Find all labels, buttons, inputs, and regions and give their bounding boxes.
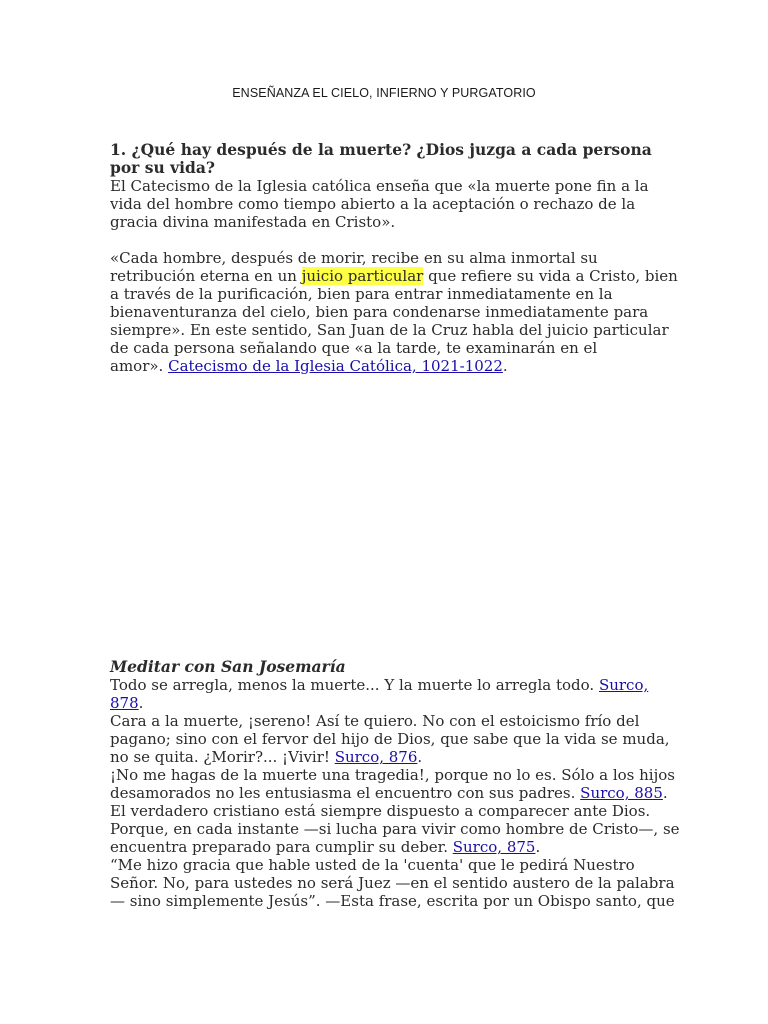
text-run: encuentra preparado para cumplir su deber. <box>110 838 453 856</box>
paragraph-line: siempre». En este sentido, San Juan de la Cruz habla del juicio particular <box>110 321 669 339</box>
surco-875-link[interactable]: Surco, 875 <box>452 838 536 856</box>
paragraph-line: gracia divina manifestada en Cristo». <box>110 213 396 231</box>
text-run: amor». <box>110 357 169 375</box>
section-heading-line: por su vida? <box>110 158 215 177</box>
paragraph-line <box>110 267 678 285</box>
paragraph-line: Señor. No, para ustedes no será Juez —en el sentido austero de la palabra <box>110 874 675 892</box>
paragraph-line: «Cada hombre, después de morir, recibe en su alma inmortal su <box>110 249 598 267</box>
text-run: desamorados no les entusiasma el encuentro con sus padres. <box>110 784 581 802</box>
paragraph-line <box>110 748 670 766</box>
text-run: . <box>662 784 668 802</box>
paragraph-line: de cada persona señalando que «a la tarde, te examinarán en el <box>110 339 598 357</box>
section-meditar <box>110 657 680 910</box>
paragraph-line <box>110 838 670 856</box>
paragraph-line <box>110 676 670 694</box>
highlighted-term: juicio particular <box>301 267 424 285</box>
text-run: . <box>535 838 541 856</box>
surco-885-link[interactable]: Surco, 885 <box>580 784 663 802</box>
paragraph-line: bienaventuranza del cielo, bien para condenarse inmediatamente para <box>110 303 649 321</box>
text-run: retribución eterna en un <box>110 267 302 285</box>
paragraph-line: — sino simplemente Jesús”. —Esta frase, escrita por un Obispo santo, que <box>110 892 675 910</box>
paragraph-line: “Me hizo gracia que hable usted de la 'cuenta' que le pedirá Nuestro <box>110 856 635 874</box>
surco-876-link[interactable]: Surco, 876 <box>334 748 418 766</box>
paragraph-line: El verdadero cristiano está siempre dispuesto a comparecer ante Dios. <box>110 802 651 820</box>
text-run: . <box>138 694 144 712</box>
section-death-judgment <box>110 140 678 375</box>
text-run: . <box>502 357 508 375</box>
paragraph-line: Cara a la muerte, ¡sereno! Así te quiero. No con el estoicismo frío del <box>110 712 640 730</box>
paragraph-line: vida del hombre como tiempo abierto a la aceptación o rechazo de la <box>110 195 636 213</box>
section-heading: Meditar con San Josemaría <box>110 657 346 676</box>
paragraph-line <box>110 694 670 712</box>
paragraph-line: Porque, en cada instante —si lucha para vivir como hombre de Cristo—, se <box>110 820 680 838</box>
text-run: que refiere su vida a Cristo, bien <box>423 267 678 285</box>
catechism-link[interactable]: Catecismo de la Iglesia Católica, 1021-1022 <box>168 357 503 375</box>
paragraph-line: a través de la purificación, bien para entrar inmediatamente en la <box>110 285 613 303</box>
text-run: . <box>417 748 423 766</box>
text-run: no se quita. ¿Morir?... ¡Vivir! <box>110 748 335 766</box>
section-heading-line: 1. ¿Qué hay después de la muerte? ¿Dios juzga a cada persona <box>110 140 652 159</box>
text-run: Todo se arregla, menos la muerte... Y la muerte lo arregla todo. <box>110 676 599 694</box>
surco-878-link-cont[interactable]: 878 <box>110 694 139 712</box>
paragraph-line <box>110 357 670 375</box>
paragraph-line: El Catecismo de la Iglesia católica enseña que «la muerte pone fin a la <box>110 177 649 195</box>
paragraph-gap <box>110 231 670 249</box>
document-title: ENSEÑANZA EL CIELO, INFIERNO Y PURGATORIO <box>232 86 536 100</box>
paragraph-line <box>110 784 670 802</box>
paragraph-line: pagano; sino con el fervor del hijo de Dios, que sabe que la vida se muda, <box>110 730 670 748</box>
paragraph-line: ¡No me hagas de la muerte una tragedia!, porque no lo es. Sólo a los hijos <box>110 766 675 784</box>
surco-878-link[interactable]: Surco, <box>598 676 649 694</box>
